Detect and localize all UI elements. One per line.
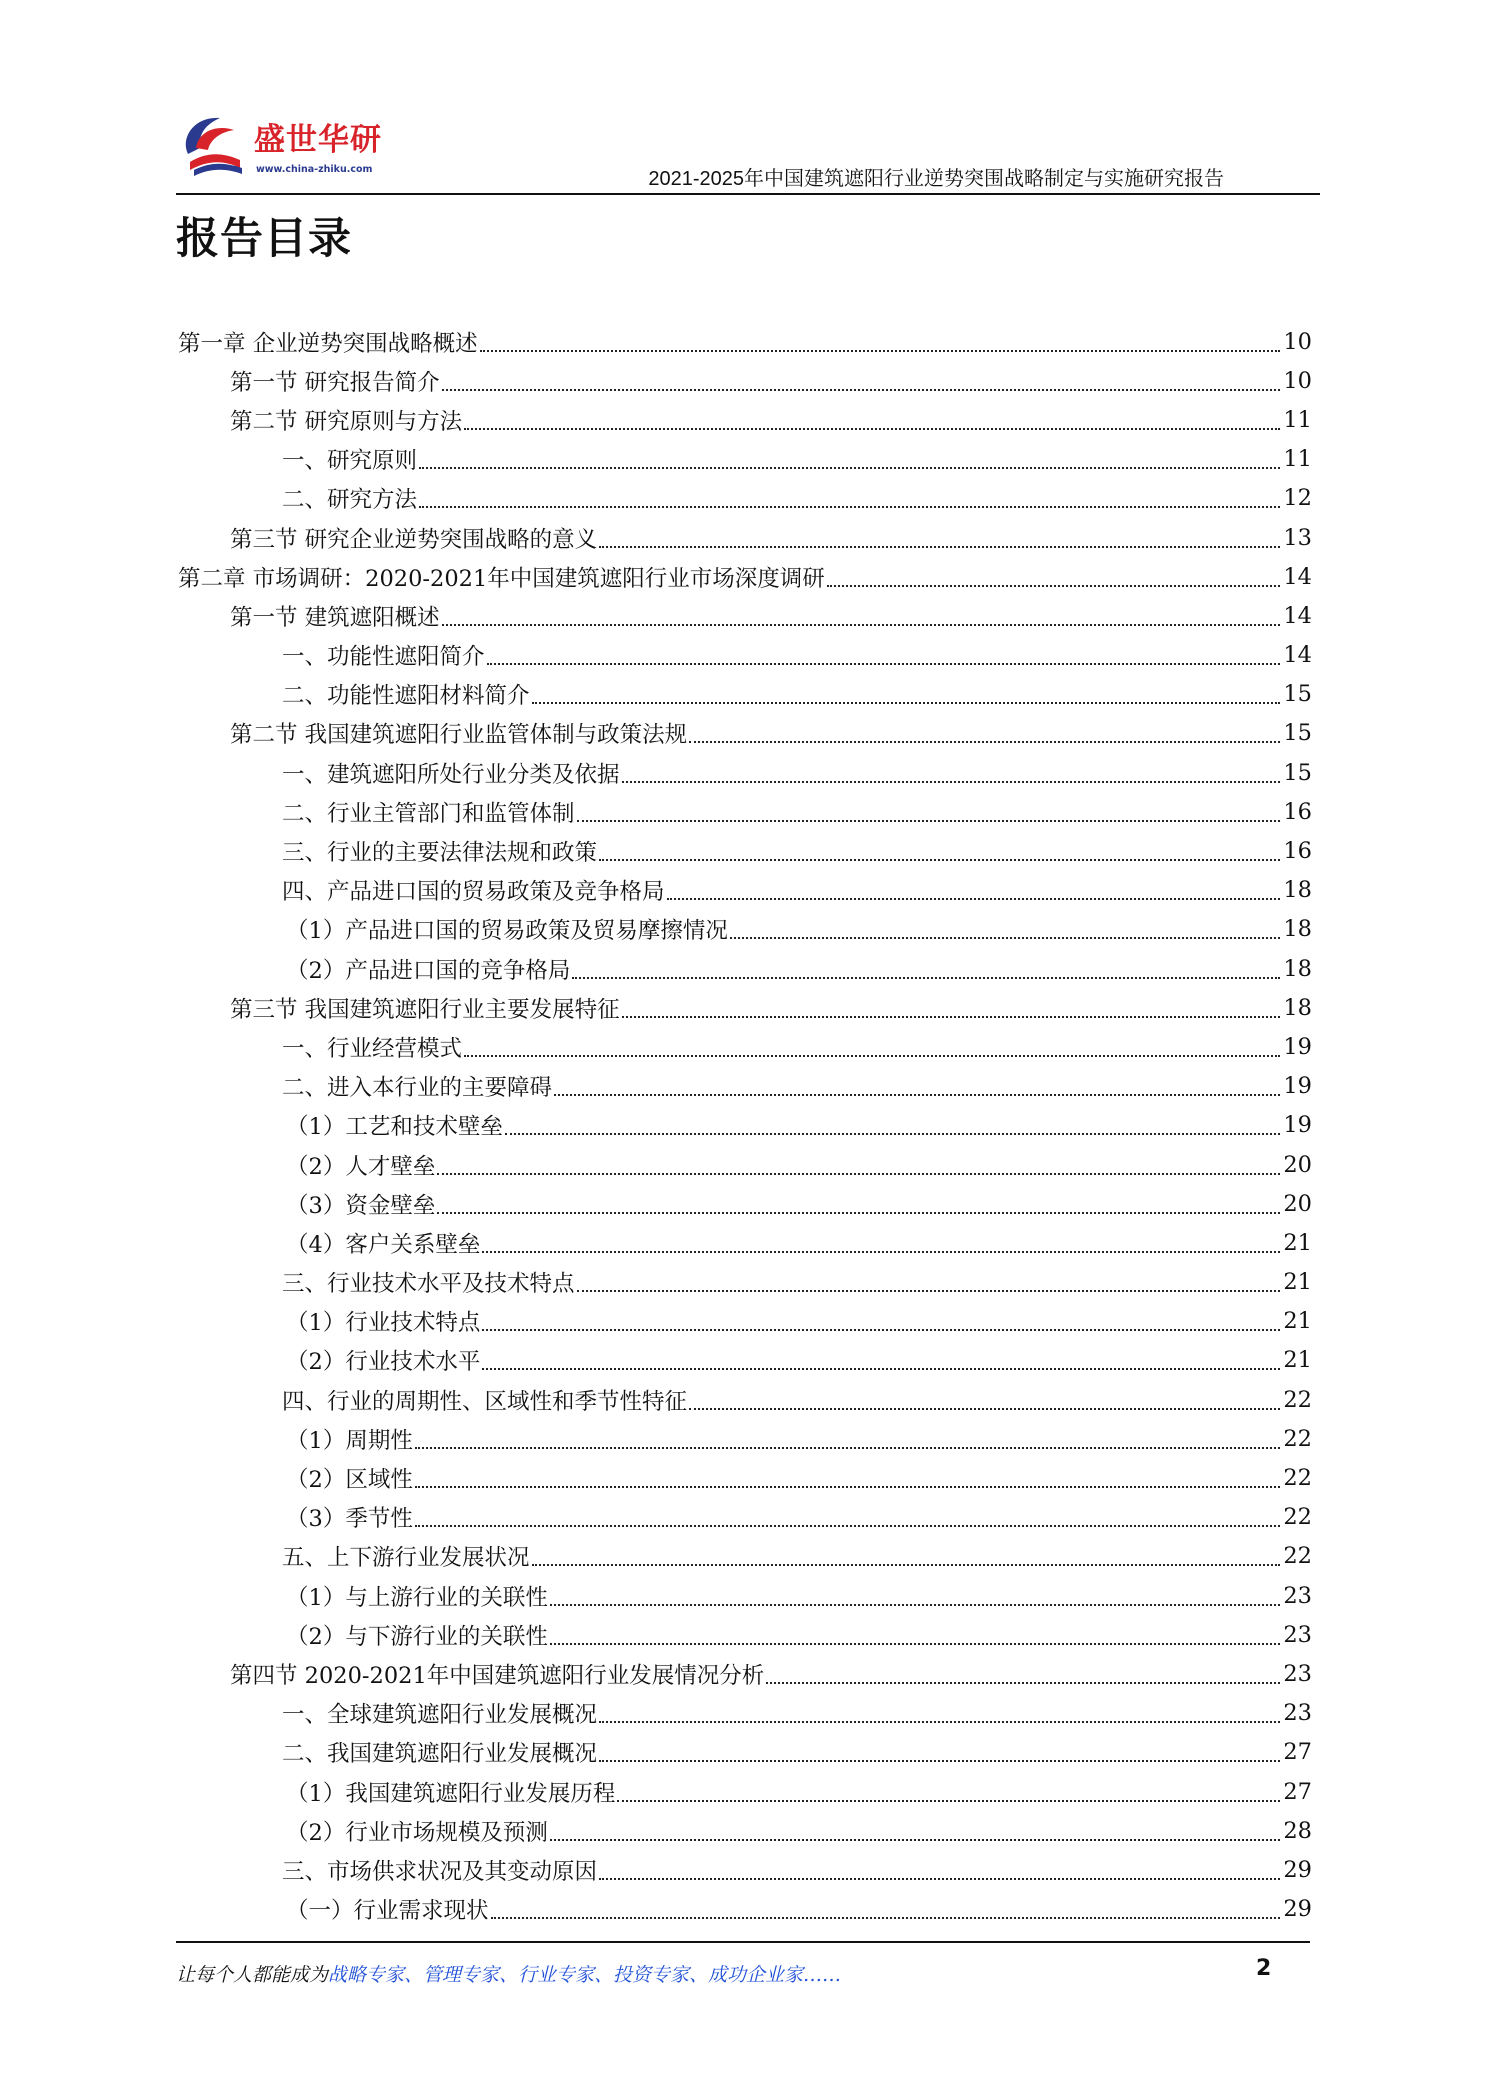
toc-entry-label[interactable]: （1）工艺和技术壁垒: [286, 1114, 503, 1141]
toc-entry[interactable]: [178, 1419, 1312, 1458]
page-number: 2: [1256, 1956, 1272, 1981]
toc-entry[interactable]: [178, 1145, 1312, 1184]
toc-entry[interactable]: [178, 753, 1312, 792]
toc-dot-leader: [599, 1760, 1280, 1762]
toc-entry-page[interactable]: 23: [1283, 1660, 1312, 1687]
toc-entry-page[interactable]: 15: [1283, 720, 1312, 747]
toc-entry-page[interactable]: 19: [1283, 1112, 1312, 1139]
toc-entry-page[interactable]: 21: [1283, 1269, 1312, 1296]
toc-entry-label[interactable]: 三、行业的主要法律法规和政策: [282, 840, 598, 867]
toc-dot-leader: [437, 1173, 1280, 1175]
toc-entry[interactable]: [178, 1027, 1312, 1066]
toc-entry-page[interactable]: 14: [1283, 602, 1312, 629]
toc-dot-leader: [599, 546, 1280, 548]
toc-dot-leader: [491, 1917, 1280, 1919]
toc-entry-label[interactable]: 五、上下游行业发展状况: [282, 1545, 530, 1572]
toc-entry[interactable]: [178, 1106, 1312, 1145]
toc-entry-page[interactable]: 28: [1283, 1817, 1312, 1844]
toc-entry-label[interactable]: （1）我国建筑遮阳行业发展历程: [286, 1780, 616, 1807]
toc-entry[interactable]: [178, 1263, 1312, 1302]
toc-entry[interactable]: [178, 949, 1312, 988]
toc-entry-page[interactable]: 21: [1283, 1229, 1312, 1256]
table-of-contents: [178, 322, 1312, 1929]
toc-entry-label[interactable]: 第一节 建筑遮阳概述: [230, 604, 440, 631]
toc-entry-label[interactable]: （2）人才壁垒: [286, 1153, 436, 1180]
toc-entry-label[interactable]: 第四节 2020-2021年中国建筑遮阳行业发展情况分析: [230, 1662, 765, 1689]
toc-dot-leader: [415, 1525, 1280, 1527]
toc-entry-label[interactable]: 二、我国建筑遮阳行业发展概况: [282, 1741, 598, 1768]
toc-entry-label[interactable]: （4）客户关系壁垒: [286, 1231, 481, 1258]
toc-entry-label[interactable]: 一、行业经营模式: [282, 1035, 463, 1062]
toc-dot-leader: [532, 1564, 1280, 1566]
toc-entry[interactable]: [178, 871, 1312, 910]
toc-entry[interactable]: [178, 1223, 1312, 1262]
toc-dot-leader: [419, 467, 1280, 469]
toc-entry-page[interactable]: 23: [1283, 1582, 1312, 1609]
toc-dot-leader: [622, 1016, 1280, 1018]
toc-entry[interactable]: [178, 714, 1312, 753]
toc-entry-label[interactable]: （2）行业技术水平: [286, 1349, 481, 1376]
toc-dot-leader: [827, 585, 1280, 587]
toc-entry[interactable]: [178, 1067, 1312, 1106]
toc-entry-label[interactable]: 二、功能性遮阳材料简介: [282, 683, 530, 710]
toc-entry[interactable]: [178, 518, 1312, 557]
toc-dot-leader: [550, 1643, 1280, 1645]
toc-entry[interactable]: [178, 1302, 1312, 1341]
toc-entry[interactable]: [178, 1733, 1312, 1772]
toc-entry-label[interactable]: 第三节 研究企业逆势突围战略的意义: [230, 526, 598, 553]
toc-entry[interactable]: [178, 1615, 1312, 1654]
toc-entry-label[interactable]: 第二节 研究原则与方法: [230, 408, 463, 435]
toc-entry-page[interactable]: 18: [1283, 916, 1312, 943]
page-header: [176, 100, 1320, 194]
toc-dot-leader: [554, 1094, 1280, 1096]
toc-entry[interactable]: [178, 322, 1312, 361]
page-title: 报告目录: [176, 214, 352, 264]
toc-dot-leader: [480, 350, 1280, 352]
toc-dot-leader: [482, 1251, 1280, 1253]
footer-divider: [176, 1941, 1310, 1943]
toc-entry-label[interactable]: （1）产品进口国的贸易政策及贸易摩擦情况: [286, 918, 728, 945]
toc-entry-page[interactable]: 20: [1283, 1151, 1312, 1178]
toc-dot-leader: [572, 977, 1280, 979]
toc-entry-page[interactable]: 22: [1283, 1543, 1312, 1570]
toc-entry[interactable]: [178, 831, 1312, 870]
toc-entry[interactable]: [178, 1380, 1312, 1419]
toc-entry[interactable]: [178, 1850, 1312, 1889]
toc-entry-page[interactable]: 22: [1283, 1504, 1312, 1531]
toc-dot-leader: [464, 1055, 1280, 1057]
toc-entry-label[interactable]: 一、研究原则: [282, 448, 418, 475]
toc-dot-leader: [505, 1133, 1280, 1135]
toc-entry[interactable]: [178, 675, 1312, 714]
toc-entry-label[interactable]: 第一章 企业逆势突围战略概述: [178, 330, 478, 357]
toc-entry-label[interactable]: 二、研究方法: [282, 487, 418, 514]
toc-entry[interactable]: [178, 910, 1312, 949]
toc-entry-label[interactable]: 第三节 我国建筑遮阳行业主要发展特征: [230, 996, 620, 1023]
toc-entry-page[interactable]: 12: [1283, 485, 1312, 512]
toc-entry-page[interactable]: 20: [1283, 1190, 1312, 1217]
toc-entry-page[interactable]: 15: [1283, 759, 1312, 786]
toc-dot-leader: [550, 1604, 1280, 1606]
logo-text: 盛世华研: [254, 122, 382, 158]
toc-dot-leader: [442, 624, 1280, 626]
toc-dot-leader: [599, 859, 1280, 861]
toc-dot-leader: [437, 1212, 1280, 1214]
toc-entry-label[interactable]: 第一节 研究报告简介: [230, 369, 440, 396]
toc-dot-leader: [622, 781, 1280, 783]
company-logo: [176, 104, 396, 184]
toc-entry-label[interactable]: 二、进入本行业的主要障碍: [282, 1075, 553, 1102]
toc-entry-page[interactable]: 18: [1283, 994, 1312, 1021]
toc-entry[interactable]: [178, 1576, 1312, 1615]
toc-entry-label[interactable]: 第二章 市场调研：2020-2021年中国建筑遮阳行业市场深度调研: [178, 565, 825, 592]
toc-entry[interactable]: [178, 1458, 1312, 1497]
toc-entry-page[interactable]: 10: [1283, 367, 1312, 394]
toc-entry[interactable]: [178, 1654, 1312, 1693]
toc-entry-page[interactable]: 15: [1283, 681, 1312, 708]
toc-entry-page[interactable]: 10: [1283, 328, 1312, 355]
toc-dot-leader: [617, 1800, 1280, 1802]
header-divider: [176, 193, 1320, 195]
toc-entry-page[interactable]: 22: [1283, 1386, 1312, 1413]
toc-entry-label[interactable]: （2）与下游行业的关联性: [286, 1623, 548, 1650]
toc-dot-leader: [730, 937, 1280, 939]
toc-entry-label[interactable]: （1）与上游行业的关联性: [286, 1584, 548, 1611]
toc-entry-label[interactable]: （一）行业需求现状: [286, 1898, 489, 1925]
toc-dot-leader: [766, 1682, 1280, 1684]
toc-entry-page[interactable]: 14: [1283, 563, 1312, 590]
toc-dot-leader: [482, 1368, 1280, 1370]
toc-entry-label[interactable]: （3）季节性: [286, 1506, 413, 1533]
logo-emblem-icon: [176, 104, 256, 184]
toc-entry-page[interactable]: 27: [1283, 1739, 1312, 1766]
toc-entry[interactable]: [178, 361, 1312, 400]
toc-dot-leader: [599, 1721, 1280, 1723]
toc-entry-page[interactable]: 16: [1283, 838, 1312, 865]
toc-entry[interactable]: [178, 636, 1312, 675]
toc-dot-leader: [419, 506, 1280, 508]
toc-entry-label[interactable]: （1）行业技术特点: [286, 1310, 481, 1337]
toc-entry[interactable]: [178, 792, 1312, 831]
toc-dot-leader: [689, 1408, 1280, 1410]
toc-entry-label[interactable]: 一、功能性遮阳简介: [282, 644, 485, 671]
toc-entry-label[interactable]: （2）产品进口国的竞争格局: [286, 957, 571, 984]
toc-entry-page[interactable]: 18: [1283, 877, 1312, 904]
toc-entry-page[interactable]: 18: [1283, 955, 1312, 982]
toc-entry-page[interactable]: 22: [1283, 1425, 1312, 1452]
toc-entry-label[interactable]: 一、建筑遮阳所处行业分类及依据: [282, 761, 620, 788]
toc-dot-leader: [415, 1447, 1280, 1449]
toc-entry-page[interactable]: 29: [1283, 1896, 1312, 1923]
toc-dot-leader: [689, 741, 1280, 743]
toc-dot-leader: [464, 428, 1280, 430]
toc-entry-page[interactable]: 16: [1283, 798, 1312, 825]
footer-slogan-prefix: 让每个人都能成为: [176, 1964, 329, 1986]
toc-dot-leader: [442, 389, 1280, 391]
toc-entry-label[interactable]: 三、市场供求状况及其变动原因: [282, 1858, 598, 1885]
toc-dot-leader: [487, 663, 1280, 665]
toc-entry-page[interactable]: 19: [1283, 1073, 1312, 1100]
toc-entry-page[interactable]: 19: [1283, 1033, 1312, 1060]
toc-entry-label[interactable]: 四、行业的周期性、区域性和季节性特征: [282, 1388, 688, 1415]
toc-entry[interactable]: [178, 1184, 1312, 1223]
toc-entry-label[interactable]: （2）行业市场规模及预测: [286, 1819, 548, 1846]
toc-dot-leader: [577, 820, 1280, 822]
toc-entry-label[interactable]: 三、行业技术水平及技术特点: [282, 1271, 575, 1298]
toc-entry-label[interactable]: 一、全球建筑遮阳行业发展概况: [282, 1702, 598, 1729]
toc-dot-leader: [482, 1329, 1280, 1331]
toc-entry[interactable]: [178, 400, 1312, 439]
toc-entry[interactable]: [178, 596, 1312, 635]
toc-entry[interactable]: [178, 988, 1312, 1027]
toc-dot-leader: [550, 1839, 1280, 1841]
toc-entry[interactable]: [178, 1890, 1312, 1929]
toc-entry[interactable]: [178, 1772, 1312, 1811]
toc-entry-page[interactable]: 11: [1283, 446, 1312, 473]
toc-entry[interactable]: [178, 440, 1312, 479]
toc-entry-label[interactable]: 二、行业主管部门和监管体制: [282, 800, 575, 827]
toc-entry[interactable]: [178, 1498, 1312, 1537]
logo-url: www.china-zhiku.com: [256, 164, 373, 175]
toc-entry-page[interactable]: 14: [1283, 642, 1312, 669]
toc-entry-page[interactable]: 27: [1283, 1778, 1312, 1805]
toc-dot-leader: [599, 1878, 1280, 1880]
toc-entry-label[interactable]: （1）周期性: [286, 1427, 413, 1454]
toc-entry-label[interactable]: 第二节 我国建筑遮阳行业监管体制与政策法规: [230, 722, 688, 749]
toc-entry[interactable]: [178, 1694, 1312, 1733]
toc-entry[interactable]: [178, 1811, 1312, 1850]
toc-entry-page[interactable]: 29: [1283, 1856, 1312, 1883]
report-title: 2021-2025年中国建筑遮阳行业逆势突围战略制定与实施研究报告: [648, 168, 1224, 190]
toc-entry[interactable]: [178, 557, 1312, 596]
footer-slogan: [176, 1960, 841, 1987]
toc-entry-page[interactable]: 11: [1283, 406, 1312, 433]
toc-entry[interactable]: [178, 479, 1312, 518]
toc-dot-leader: [415, 1486, 1280, 1488]
toc-dot-leader: [667, 898, 1280, 900]
toc-entry-page[interactable]: 23: [1283, 1700, 1312, 1727]
toc-entry-page[interactable]: 23: [1283, 1621, 1312, 1648]
toc-entry-page[interactable]: 21: [1283, 1347, 1312, 1374]
toc-dot-leader: [577, 1290, 1280, 1292]
toc-entry-label[interactable]: （2）区域性: [286, 1467, 413, 1494]
toc-entry-page[interactable]: 21: [1283, 1308, 1312, 1335]
toc-entry[interactable]: [178, 1341, 1312, 1380]
footer-slogan-highlight: 战略专家、管理专家、行业专家、投资专家、成功企业家……: [328, 1964, 842, 1986]
toc-entry[interactable]: [178, 1537, 1312, 1576]
toc-entry-label[interactable]: （3）资金壁垒: [286, 1192, 436, 1219]
toc-dot-leader: [532, 702, 1280, 704]
toc-entry-page[interactable]: 13: [1283, 524, 1312, 551]
toc-entry-page[interactable]: 22: [1283, 1465, 1312, 1492]
toc-entry-label[interactable]: 四、产品进口国的贸易政策及竞争格局: [282, 879, 665, 906]
